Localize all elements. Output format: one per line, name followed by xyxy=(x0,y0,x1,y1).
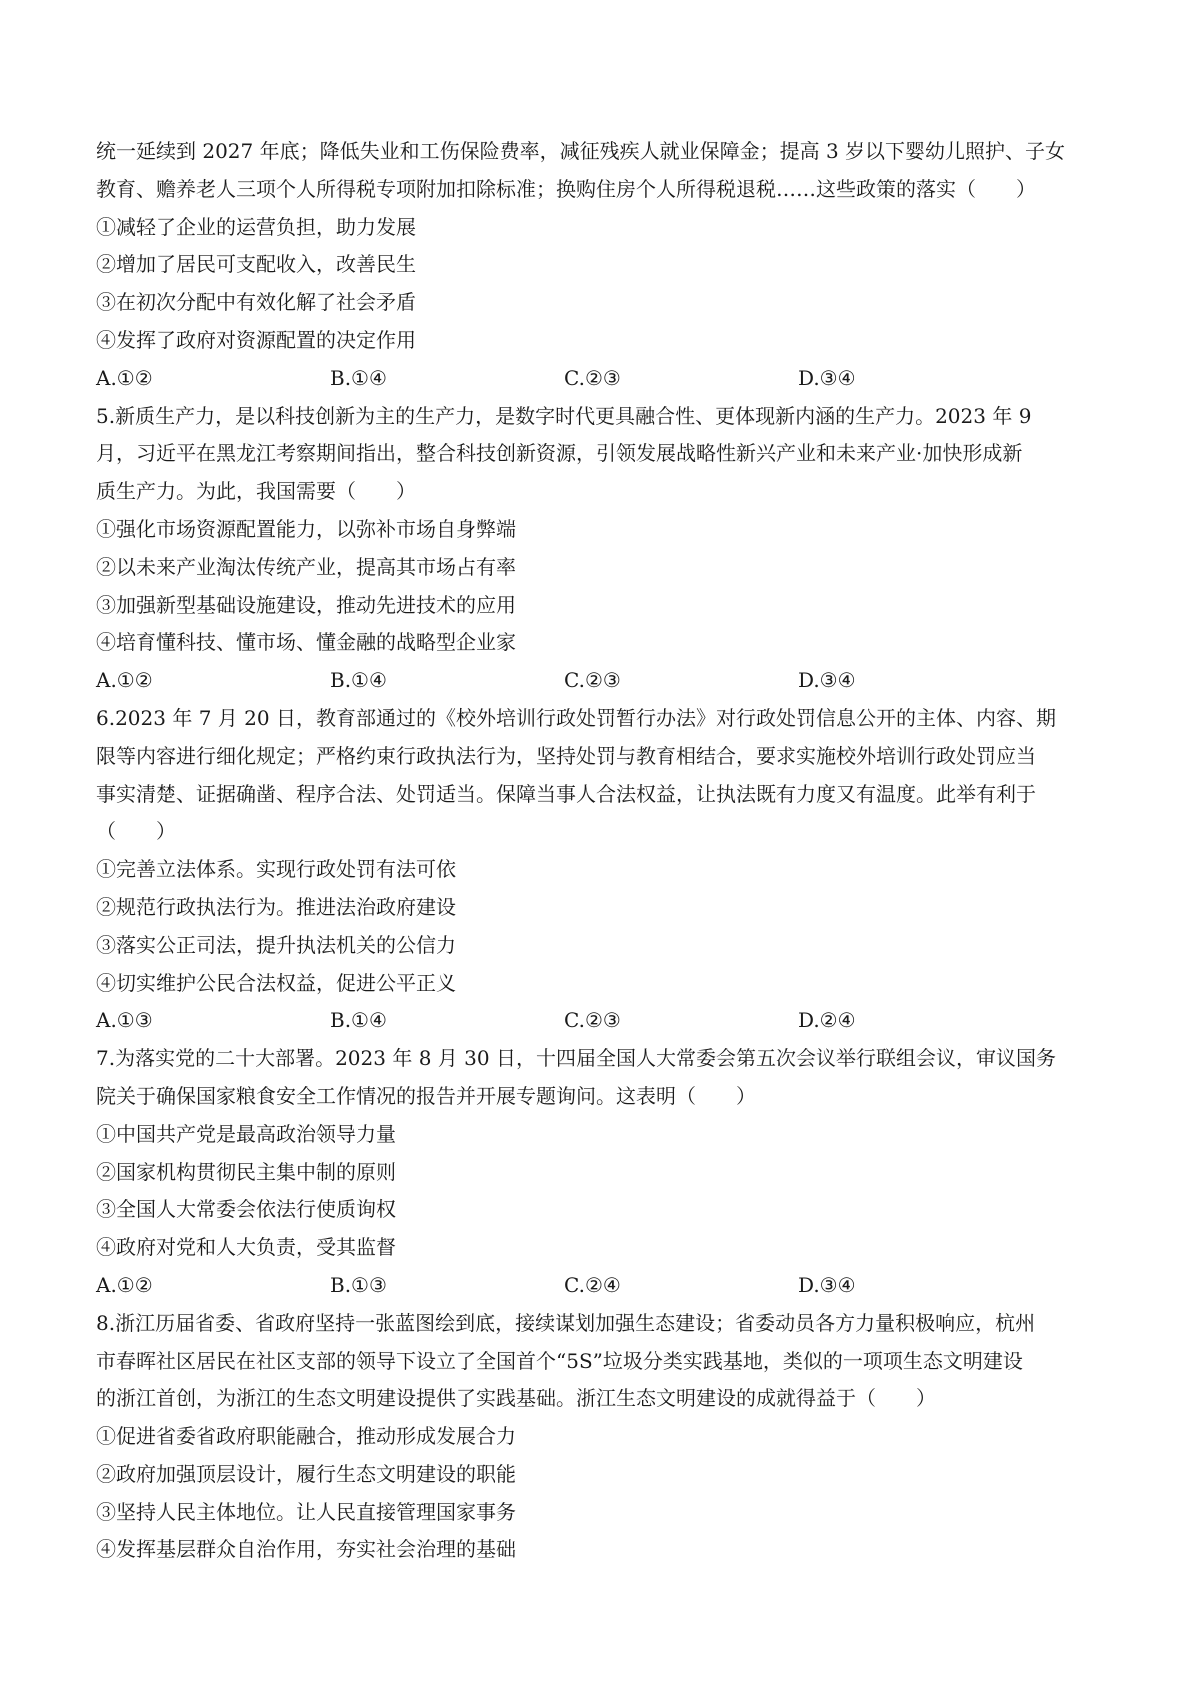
option-c: C.②③ xyxy=(564,365,621,390)
stem-line: 教育、赡养老人三项个人所得税专项附加扣除标准；换购住房个人所得税退税……这些政策的落实（ ） xyxy=(96,176,1036,201)
option-a: A.①② xyxy=(96,1272,153,1297)
statement: ②政府加强顶层设计，履行生态文明建设的职能 xyxy=(96,1461,516,1486)
stem-line: 统一延续到 2027 年底；降低失业和工伤保险费率，减征残疾人就业保障金；提高 3 岁以下婴幼儿照护、子女 xyxy=(96,139,1066,163)
option-c: C.②④ xyxy=(564,1272,621,1297)
answer-options xyxy=(96,1002,1112,1040)
option-d: D.②④ xyxy=(798,1008,856,1033)
stem-line: 质生产力。为此，我国需要（ ） xyxy=(96,479,416,504)
option-c: C.②③ xyxy=(564,1008,621,1033)
option-b: B.①④ xyxy=(330,1008,387,1033)
option-a: A.①② xyxy=(96,365,153,390)
statement: ②规范行政执法行为。推进法治政府建设 xyxy=(96,894,456,919)
question-7 xyxy=(96,1040,1112,1305)
answer-options xyxy=(96,662,1112,700)
statement: ③全国人大常委会依法行使质询权 xyxy=(96,1197,396,1222)
exam-page xyxy=(96,133,1112,1569)
statement: ④政府对党和人大负责，受其监督 xyxy=(96,1235,396,1260)
statement: ③落实公正司法，提升执法机关的公信力 xyxy=(96,932,456,957)
option-d: D.③④ xyxy=(798,668,856,693)
statement: ①促进省委省政府职能融合，推动形成发展合力 xyxy=(96,1424,516,1449)
stem-line: 院关于确保国家粮食安全工作情况的报告并开展专题询问。这表明（ ） xyxy=(96,1083,756,1108)
statement: ②国家机构贯彻民主集中制的原则 xyxy=(96,1159,396,1184)
statement: ①中国共产党是最高政治领导力量 xyxy=(96,1121,396,1146)
statement: ①减轻了企业的运营负担，助力发展 xyxy=(96,214,416,239)
statement: ③加强新型基础设施建设，推动先进技术的应用 xyxy=(96,592,516,617)
statement: ②以未来产业淘汰传统产业，提高其市场占有率 xyxy=(96,554,516,579)
option-d: D.③④ xyxy=(798,1272,856,1297)
option-c: C.②③ xyxy=(564,668,621,693)
option-b: B.①④ xyxy=(330,365,387,390)
answer-options xyxy=(96,1267,1112,1305)
question-8 xyxy=(96,1305,1112,1570)
stem-line: 5.新质生产力，是以科技创新为主的生产力，是数字时代更具融合性、更体现新内涵的生产力。2023 年 9 xyxy=(96,403,1032,428)
stem-line: 市春晖社区居民在社区支部的领导下设立了全国首个“5S”垃圾分类实践基地，类似的一项项生态文明建设 xyxy=(96,1348,1023,1373)
statement: ④培育懂科技、懂市场、懂金融的战略型企业家 xyxy=(96,630,516,655)
stem-line: 8.浙江历届省委、省政府坚持一张蓝图绘到底，接续谋划加强生态建设；省委动员各方力量积极响应，杭州 xyxy=(96,1310,1036,1335)
answer-options xyxy=(96,360,1112,398)
question-6 xyxy=(96,700,1112,1040)
statement: ①完善立法体系。实现行政处罚有法可依 xyxy=(96,857,456,882)
stem-line: （ ） xyxy=(96,819,176,844)
option-b: B.①③ xyxy=(330,1272,387,1297)
option-a: A.①③ xyxy=(96,1008,153,1033)
statement: ④发挥了政府对资源配置的决定作用 xyxy=(96,327,416,352)
option-d: D.③④ xyxy=(798,365,856,390)
stem-line: 7.为落实党的二十大部署。2023 年 8 月 30 日，十四届全国人大常委会第五次会议举行联组会议，审议国务 xyxy=(96,1046,1056,1071)
stem-line: 限等内容进行细化规定；严格约束行政执法行为，坚持处罚与教育相结合，要求实施校外培训行政处罚应当 xyxy=(96,743,1036,768)
statement: ③坚持人民主体地位。让人民直接管理国家事务 xyxy=(96,1499,516,1524)
statement: ②增加了居民可支配收入，改善民生 xyxy=(96,252,416,277)
question-5 xyxy=(96,398,1112,700)
statement: ④切实维护公民合法权益，促进公平正义 xyxy=(96,970,456,995)
stem-line: 6.2023 年 7 月 20 日，教育部通过的《校外培训行政处罚暂行办法》对行政处罚信息公开的主体、内容、期 xyxy=(96,705,1056,730)
stem-line: 月，习近平在黑龙江考察期间指出，整合科技创新资源，引领发展战略性新兴产业和未来产业·加快形成新 xyxy=(96,441,1023,466)
statement: ①强化市场资源配置能力，以弥补市场自身弊端 xyxy=(96,516,516,541)
statement: ④发挥基层群众自治作用，夯实社会治理的基础 xyxy=(96,1537,516,1562)
statement: ③在初次分配中有效化解了社会矛盾 xyxy=(96,290,416,315)
stem-line: 事实清楚、证据确凿、程序合法、处罚适当。保障当事人合法权益，让执法既有力度又有温度。此举有利于 xyxy=(96,781,1036,806)
option-a: A.①② xyxy=(96,668,153,693)
question-4-continued xyxy=(96,133,1112,398)
stem-line: 的浙江首创，为浙江的生态文明建设提供了实践基础。浙江生态文明建设的成就得益于（ ） xyxy=(96,1386,936,1411)
option-b: B.①④ xyxy=(330,668,387,693)
